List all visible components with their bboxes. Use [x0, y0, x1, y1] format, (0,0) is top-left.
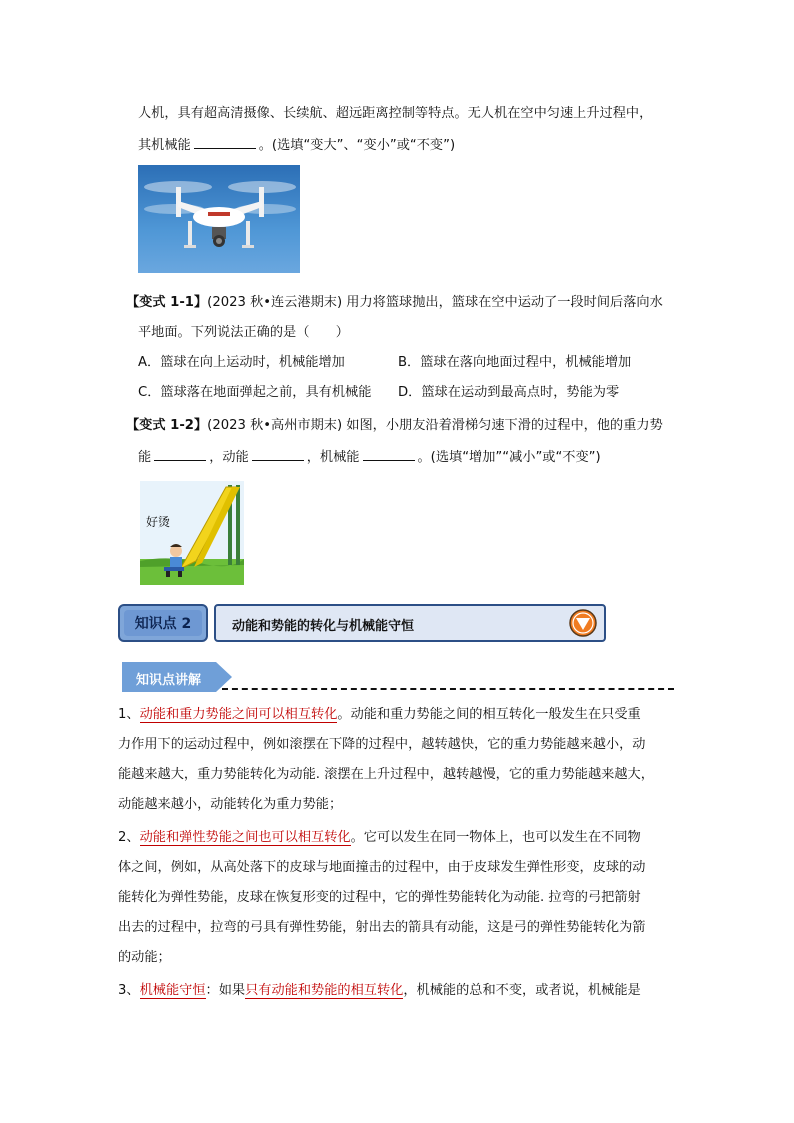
- fill-question-line: [138, 447, 601, 467]
- knowledge-title-bar: [214, 604, 606, 642]
- expand-triangle-icon[interactable]: [568, 608, 598, 638]
- text: ，机械能的总和不变，或者说，机械能是: [403, 983, 641, 998]
- text-line: 体之间，例如，从高处落下的皮球与地面撞击的过程中，由于皮球发生弹性形变，皮球的动: [118, 860, 646, 875]
- option-c[interactable]: C．篮球落在地面弹起之前，具有机械能: [138, 385, 372, 400]
- item-number: 2、: [118, 830, 140, 845]
- answer-blank[interactable]: [252, 447, 304, 461]
- knowledge-tag-label: 知识点 2: [124, 610, 202, 636]
- option-b[interactable]: B．篮球在落向地面过程中，机械能增加: [398, 355, 632, 370]
- paragraph-2-line: [118, 829, 641, 847]
- question-1-2: [126, 417, 663, 435]
- key-phrase: 机械能守恒: [139, 983, 206, 998]
- answer-blank[interactable]: [363, 447, 415, 461]
- text: 。动能和重力势能之间的相互转化一般发生在只受重: [337, 707, 641, 722]
- text-line: 平地面。下列说法正确的是（ ）: [138, 325, 349, 340]
- section-tab-label: 知识点讲解: [136, 673, 202, 688]
- slide-caption: 好烫: [146, 515, 171, 529]
- paragraph-3-line: [118, 982, 641, 1000]
- key-phrase: 只有动能和势能的相互转化: [245, 983, 404, 998]
- text: 。(选填“增加”“减小”或“不变”): [417, 450, 601, 465]
- text-line: 的动能；: [118, 950, 171, 965]
- knowledge-title: 动能和势能的转化与机械能守恒: [232, 619, 415, 634]
- question-text: (2023 秋•连云港期末) 用力将篮球抛出，篮球在空中运动了一段时间后落向水: [207, 295, 663, 310]
- knowledge-tag: [118, 604, 208, 642]
- question-1-1: [126, 294, 663, 312]
- text-line: 能越来越大，重力势能转化为动能. 滚摆在上升过程中，越转越慢，它的重力势能越来越大，: [118, 767, 654, 782]
- question-label: 【变式 1-2】: [126, 418, 208, 433]
- text: 。(选填“变大”、“变小”或“不变”): [258, 138, 456, 153]
- text: 。它可以发生在同一物体上，也可以发生在不同物: [350, 830, 641, 845]
- fill-question-line: [138, 135, 455, 155]
- slide-image: [140, 481, 244, 585]
- knowledge-point-header: [118, 604, 606, 642]
- text: 其机械能: [138, 138, 191, 153]
- text-line: 力作用下的运动过程中，例如滚摆在下降的过程中，越转越快，它的重力势能越来越小，动: [118, 737, 646, 752]
- text: ：如果: [205, 983, 246, 998]
- drone-image: [138, 165, 300, 273]
- question-text: (2023 秋•高州市期末) 如图，小朋友沿着滑梯匀速下滑的过程中，他的重力势: [207, 418, 663, 433]
- text-line: 出去的过程中，拉弯的弓具有弹性势能，射出去的箭具有动能，这是弓的弹性势能转化为箭: [118, 920, 646, 935]
- section-divider: [222, 688, 674, 690]
- text: 能: [138, 450, 152, 465]
- answer-blank[interactable]: [154, 447, 206, 461]
- key-phrase: 动能和弹性势能之间也可以相互转化: [139, 830, 351, 845]
- question-label: 【变式 1-1】: [126, 295, 208, 310]
- item-number: 1、: [118, 707, 140, 722]
- item-number: 3、: [118, 983, 140, 998]
- text-line: 能转化为弹性势能，皮球在恢复形变的过程中，它的弹性势能转化为动能. 拉弯的弓把箭射: [118, 890, 641, 905]
- text: ，机械能: [306, 450, 360, 465]
- answer-blank[interactable]: [194, 135, 256, 149]
- text: ，动能: [209, 450, 249, 465]
- key-phrase: 动能和重力势能之间可以相互转化: [139, 707, 338, 722]
- option-a[interactable]: A．篮球在向上运动时，机械能增加: [138, 355, 345, 370]
- text-line: 动能越来越小，动能转化为重力势能；: [118, 797, 343, 812]
- text-line: 人机，具有超高清摄像、长续航、超远距离控制等特点。无人机在空中匀速上升过程中，: [138, 106, 653, 121]
- option-d[interactable]: D．篮球在运动到最高点时，势能为零: [398, 385, 620, 400]
- section-tab: [122, 662, 232, 692]
- paragraph-1-line: [118, 706, 641, 724]
